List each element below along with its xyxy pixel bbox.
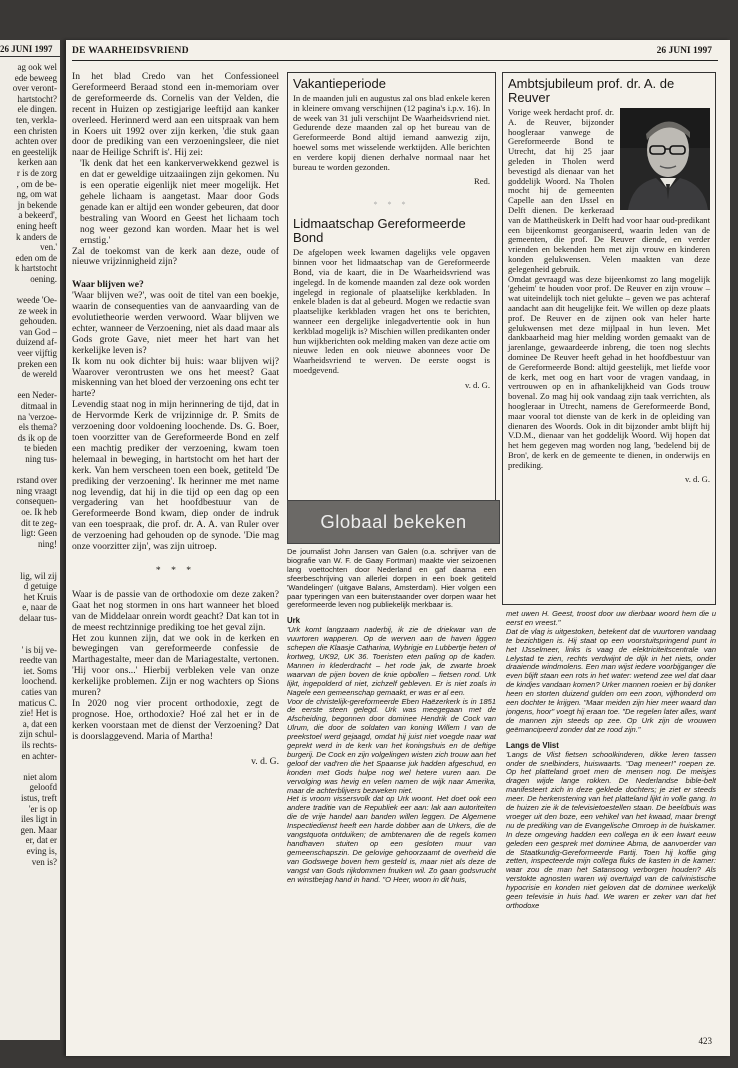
left-page-line: ligt: Geen	[21, 528, 57, 539]
left-page-line: maticus C.	[18, 697, 57, 708]
globaal-subheading: Langs de Vlist	[506, 740, 559, 750]
page-header	[66, 40, 730, 60]
jubileum-text-2: Omdat gevraagd was deze bijeenkomst zo lang mogelijk 'geheim' te houden voor prof. De Reuver en zijn vrouw – wat uiteindelijk toch niet gelukte – geven we pas achteraf aandacht aan dit heugelijke feit. We willen op deze plaats prof. De Reuver en de zijnen ook van heler harte gelukwensen met deze mijlpaal in hun leven. Met dankbaarheid mag hier melding worden gemaakt van de jarenlange, gewaardeerde inbreng, die toen nog slechts dominee De Reuver heeft gehad in het hoofdbestuur van de Gereformeerde Bond: altijd geestelijk, met liefde voor de kerk, met oog en hart voor de vragen vandaag, in vertrouwen op en in afhankelijkheid van Gods trouw bovenal. Zo mag hij ook vandaag zijn taak verrichten, als hoogleraar in Utrecht, namens de Gereformeerde Bond, maar vooral tot dienste van de kerk in de opleiding van dienaren des Woords. Ook in dit bijzonder ambt blijft hij V.D.M., dienaar van het goddelijk Woord. Wij hopen dat het hem gegeven mag worden nog lang, 'bedelend bij de Bron', de kerk en de gemeente te dienen, in onderwijs en prediking.	[508, 273, 710, 470]
globaal-paragraph: Dat de vlag is uitgestoken, betekent dat de vuurtoren vandaag te bezichtigen is. Hij staat op een voorstuitspringend punt in het IJsselmeer, links is vaag de elektriciteitscentrale van Lelystad te zien, rechts verdwijnt de dijk in het niets, onder draaiende windmolens. Een man wijst iedere voorbijganger die even blijft staan een rots in het water: wetend zee wel dat daar de kindjes vandaan komen? Urker mannen roeien er bij donker heen en storten duizend gulden om een zoon, vijfhonderd om een dochter te krijgen. "Maar meiden zijn hier meer waard dan jongens, hoor" voegt hij eraan toe. "De regelen later alles, want de mannen zijn steeds op zee. Op Urk zijn de vrouwen geëmancipeerd zonder dat ze rood zijn."	[506, 626, 716, 734]
left-page-line: rstand over	[16, 475, 57, 486]
left-page-line: zijn schul-	[19, 729, 57, 740]
left-page-line: oe. Ik heb	[21, 506, 57, 517]
header-date: 26 JUNI 1997	[656, 46, 712, 56]
left-page-line: eving is,	[26, 845, 57, 856]
left-page-line: achten over	[15, 136, 57, 147]
left-page-line: r is de zorg	[16, 167, 57, 178]
page-number: 423	[698, 1036, 712, 1046]
left-page-line: na 'verzoe-	[17, 411, 57, 422]
jubileum-signature: v. d. G.	[685, 474, 710, 485]
lidmaatschap-signature: v. d. G.	[465, 379, 490, 390]
vakantie-title: Vakantieperiode	[293, 76, 386, 91]
left-page-line: ds ik op de	[17, 432, 57, 443]
left-page-line: iles ligt in	[21, 814, 57, 825]
article-paragraph: Ik kom nu ook dichter bij huis: waar blijven wij? Waarover verontrusten we ons het meest? Gaat miskenning van het bloed der verzoening ons echt ter harte?	[72, 355, 279, 400]
left-page-line	[0, 465, 57, 476]
globaal-paragraph: 'Langs de Vlist fietsen schoolkinderen, dikke leren tassen onder de snelbinders, huiswaarts. "Dag meneer!" roepen ze. Op het platteland groet men de mensen nog. De meisjes dragen wijde lange rokken. De Nederlandse bible-belt manifesteert zich in deze geklede dochters; je ziet er steeds meer. De herkenstening van het platteland lijkt in volle gang. In de huizen zie ik de televisietoestellen staan. De beeldbuis was vroeger uit den boze, een vehikel van het kwaad, maar brengt nu de prediking van de Evangelische Omroep in de huiskamer. In deze omgeving hadden een collega en ik een kwart eeuw geleden een gesprek met dominee Abma, de aanvoerder van de Staatkundig-Gereformeerde Partij. Toen hij koffie ging zetten, inspecteerde mijn collega fluks de kasten in de kamer: waar zou de man het Satansoog verborgen houden? Als verstokte agnosten waren wij overtuigd van de calvinistische hypocrisie en konden niet geloven dat de dominee werkelijk geen televisie in huis had. We waren er zeker van dat het orthodoxe	[506, 749, 716, 910]
article-paragraph: Zal de toekomst van de kerk aan deze, oude of nieuwe vrijzinnigheid zijn?	[72, 245, 279, 268]
left-page-line: jn bekende	[17, 199, 57, 210]
article-paragraph: Waar is de passie van de orthodoxie om deze zaken? Gaat het nog stormen in ons hart wanneer het bloed van de Middelaar onrein wordt geacht? Dat kan tot in de meest rechtzinnige prediking toe het geval zijn.	[72, 588, 279, 633]
left-page-line: ng, om wat	[16, 189, 57, 200]
vakantie-text: In de maanden juli en augustus zal ons blad enkele keren in kleinere omvang verschijnen (12 pagina's i.p.v. 16). In de week van 31 juli verschijnt De Waarheidsvriend niet. Gedurende deze maanden zal op het bureau van de Gereformeerde Bond altijd iemand aanwezig zijn, hoewel soms met wisselende werktijden. Alle berichten en verdere kopij dienen derhalve normaal naar het bureau te worden gezonden.	[293, 93, 490, 172]
vakantie-signature: Red.	[474, 176, 490, 187]
newspaper-page	[66, 40, 730, 1056]
left-page-line: ' is bij ve-	[21, 644, 57, 655]
left-page-line	[0, 634, 57, 645]
left-page-date: 26 JUNI 1997	[0, 44, 53, 54]
left-page-line	[0, 380, 57, 391]
left-page-line: geloofd	[29, 782, 57, 793]
left-page-line: reedte van	[19, 655, 57, 666]
left-page-line: van God –	[19, 326, 57, 337]
lidmaatschap-text: De afgelopen week kwamen dagelijks vele opgaven binnen voor het lidmaatschap van de Gereformeerde Bond, via de kaart, die in De Waarheidsvriend was ingelegd. In de komende maanden zal deze ook worden ingelegd in regionale of plaatselijke kerkbladen. In enkele bladen is dat al gebeurd. Mogen we redactie svan plaatselijke kerkbladen vragen het ons te berichten, wanneer een dergelijke inlegadvertentie ook in hun kerkblad mogelijk is? Mischien willen predikanten onder hun wijkberichten ook melding maken van deze actie om nieuwe leden en ook nieuwe abonnees voor De Waarheidsvriend te werven. De eerste oogst is moedgevend.	[293, 247, 490, 375]
left-page-line: caties van	[21, 687, 57, 698]
left-page-column	[0, 62, 57, 867]
left-page-line: een Neder-	[17, 390, 57, 401]
jubileum-text: Vorige week herdacht prof. dr. A. de Reuver, bijzonder hoogleraar vanwege de Gereformeerde Bond te Utrecht, dat hij 25 jaar geleden in Tholen werd bevestigd als dienaar van het goddelijk Woord. Na Tholen mocht hij de gemeenten Capelle aan den IJssel en Delft dienen. De kerkeraad van de Mattheüskerk in Delft had voor haar oud-predikant een bijeenkomst georganiseerd, waarin leden van de gemeenten, die prof. De Reuver diende, en verder vrienden en bekenden hem met zijn vrouw en kinderen konden gelukwensen. Velen maakten van deze gelegenheid gebruik.	[508, 107, 710, 274]
box-separator: * * *	[373, 200, 410, 210]
left-page-line	[0, 549, 57, 560]
article-paragraph: Levendig staat nog in mijn herinnering de tijd, dat in de Hervormde Kerk de vrijzinnige dr. P. Smits de verzoening door voldoening loochende. Ds. G. Boer, toen voorzitter van de Gereformeerde Bond en zelf een machtig prediker der verzoening, kwam toen helemaal in beweging, in hartstocht om het hart der kerk. Van hem verscheen toen een boek, getiteld 'De prediking der verzoening'. Ik herinner me met name nog levendig, dat hij in die tijd op een dag op een vergadering van het hoofdbestuur van de Gereformeerde Bond kwam, diep onder de indruk van een toespraak, die prof. dr. A. A. van Ruler over de verzoening had gehouden op de synode. 'Die mag onze voorzitter zijn', was zijn uitroep.	[72, 399, 279, 553]
left-page-line: te bieden	[24, 443, 57, 454]
left-page-line: het Kruis	[23, 591, 57, 602]
left-page-line: e, naar de	[22, 602, 57, 613]
left-page-line: weede 'Oe-	[16, 295, 57, 306]
left-page-line: en geestelijk	[11, 146, 57, 157]
article-paragraph: Het zou kunnen zijn, dat we ook in de kerken en bewegingen van gereformeerde confessie de Marthagestalte, meer dan de Mariagestalte, vertonen. 'Hij voor ons...' Hierbij verbleken vele van onze kerkelijke problemen. Zijn er nog wachters op Sions muren?	[72, 632, 279, 699]
left-page-line: een christen	[13, 125, 57, 136]
globaal-column-right	[506, 610, 716, 1028]
portrait-photo	[620, 108, 710, 210]
left-page-line: ening heeft	[16, 220, 57, 231]
left-page-line: delaar tus-	[19, 612, 57, 623]
main-article	[72, 72, 279, 1032]
header-rule	[72, 60, 718, 61]
left-page-line: lig, wil zij	[20, 570, 57, 581]
left-page-line: , om de be-	[16, 178, 57, 189]
left-page-line: eden om de	[15, 252, 57, 263]
left-page-line: niet alom	[23, 771, 57, 782]
left-page-line: over veront-	[12, 83, 57, 94]
left-page-line: ils rechts-	[21, 740, 57, 750]
portrait-photo-drawing	[620, 108, 710, 210]
article-paragraph: In 2020 nog vier procent orthodoxie, zegt de prognose. Hoe, orthodoxie? Hoé zal het er in de kerken voorstaan met de dienst der Verzoening? Dat is doorslaggevend. Maria of Martha!	[72, 697, 279, 742]
left-page-line: gehouden.	[19, 316, 57, 327]
left-page-line	[0, 560, 57, 571]
left-page-line: dit te zeg-	[21, 517, 57, 528]
left-page-line: gen. Maar	[20, 824, 57, 835]
left-page-line: veer vijftig	[17, 348, 57, 359]
left-page-line: ten, verkla-	[16, 114, 57, 125]
left-page-line: ning tus-	[25, 453, 57, 464]
globaal-paragraph: met uwen H. Geest, troost door uw dierbaar woord hem die u eerst en vreest."	[506, 610, 716, 627]
left-page-line: ning vraagt	[16, 485, 57, 496]
globaal-banner: Globaal bekeken	[287, 500, 500, 544]
left-page-line: ven is?	[31, 856, 57, 867]
globaal-intro: De journalist John Jansen van Galen (o.a. schrijver van de biografie van W. F. de Gaay Fortman) maakte vier seizoenen lang voettochten door Nederland en gaf daarna een sfeerbeschrijving van allerlei dorpen in een boek getiteld 'Wandelingen' (uitgave Balans, Amsterdam). Hier volgen een paar typeringen van een buitenstaander over dorpen waar het gereformeerde leven nog publiekelijk merkbaar is.	[287, 548, 496, 610]
left-page-line: kerken aan	[17, 157, 57, 168]
publication-name: DE WAARHEIDSVRIEND	[72, 46, 189, 56]
article-signature: v. d. G.	[251, 755, 279, 767]
globaal-paragraph: 'Urk komt langzaam naderbij, ik zie de driekwar van de vuurtoren wapperen. Op de werven aan de haven liggen schepen die Klaasje Catharina, Wybrigje en Lubbertje heten of kortweg, UK92, UK 36. Toeristen eten paling op de kaden. Mannen in klederdracht – het rode jak, de zwarte broek waarvan de pijen boven de knie opbollen – fietsen rond. Urk lijkt, ingepolderd of niet, zichzelf gebleven. Er is niet zoals in Nagele een gemeenschap gemaakt, er was er al een.	[287, 625, 496, 697]
left-page-line: k hartstocht	[14, 263, 57, 274]
article-paragraph: In het blad Credo van het Confessioneel Gereformeerd Beraad stond een in-memoriam over de gereformeerde ds. Cornelis van der Velden, die recent in Huizen op zestigjarige leeftijd aan kanker overleed. Herinnerd werd aan een uitspraak van hem in Koers uit 1992 over zijn kerken, 'die stuk gaan door de prediking van een verzoeningsleer, die niet naar de Heilige Schrift is'. Hij zei:	[72, 72, 279, 159]
left-page-line: 'er is op	[28, 803, 57, 814]
article-paragraph: 'Waar blijven we?', was ooit de titel van een boekje, waarin de consequenties van de aanvaarding van de evolutietheorie werden verwoord. Waar blijven we echter, wanneer de Verzoening, niet als daad maar als Gods grote Gave, niet meer het hart van het kerkelijke leven is?	[72, 290, 279, 356]
article-quote: 'Ik denk dat het een kankerverwekkend gezwel is en dat er geweldige uitzaaiingen zijn gekomen. Nu is een operatie eigenlijk niet meer mogelijk. Het gehele lichaam is aangetast. Maar door Gods genade kan er altijd een wonder gebeuren, dat door bestraling van Woord en Geest het lichaam toch nog weer gezond kan worden. Maar het is wel ernstig.'	[80, 158, 279, 246]
article-subheading: Waar blijven we?	[72, 279, 144, 291]
left-page-line: hartstocht?	[17, 93, 57, 104]
left-page-line: els thema?	[18, 422, 57, 433]
left-page-line: a bekeerd',	[18, 210, 57, 221]
left-page-line: iet. Soms	[23, 665, 57, 676]
left-page-line: duizend af-	[16, 337, 57, 348]
left-page-line: ning!	[38, 538, 57, 549]
left-page-rule	[0, 56, 60, 57]
left-page-line: a, dat een	[22, 718, 57, 729]
vakantie-box	[287, 72, 496, 502]
left-page-line: ven.'	[40, 242, 57, 253]
left-page-line: loochend.	[21, 676, 57, 687]
left-page-line: er, dat er	[25, 835, 57, 846]
left-page-line: k anders de	[16, 231, 57, 242]
globaal-paragraph: Het is vroom vissersvolk dat op Urk woont. Het doet ook een andere traditie van de Republiek eer aan: lak aan autoriteiten die de vrije handel aan banden willen leggen. De Algemene Inspectiedienst heeft een harde dobber aan de Urkers, die de vangstquota ontduiken; de ambtenaren die de regels komen handhaven stuiten op een gesloten muur van gemeenschapszin. De gelovige gehoorzaamt de overheid die van Godswege boven hem gesteld is, maar niet als deze de vangst van Gods rijkdommen fnuiken wil. Zo gaan godsvrucht en winstbejag hand in hand. "O Heer, woon in dit huis,	[287, 794, 496, 884]
jubileum-box	[502, 72, 716, 605]
jubileum-title: Ambtsjubileum prof. dr. A. de Reuver	[508, 76, 675, 105]
globaal-column-left	[287, 548, 496, 1028]
left-page-line: ede beweeg	[14, 72, 57, 83]
left-page-line: ag ook wel	[17, 62, 57, 72]
left-page-line: de wereld	[21, 369, 57, 380]
left-page-line: preken een	[17, 358, 57, 369]
left-page-line: oening.	[30, 273, 57, 284]
left-page-line: en achter-	[21, 750, 57, 761]
left-page-fragment	[0, 40, 60, 1040]
lidmaatschap-title: Lidmaatschap Gereformeerde Bond	[293, 216, 466, 246]
left-page-line: ditmaal in	[20, 401, 57, 411]
left-page-line	[0, 761, 57, 772]
left-page-line	[0, 623, 57, 634]
globaal-paragraph: Voor de christelijk-gereformeerde Eben Haëzerkerk is in 1851 de eerste steen gelegd. Urk was meegegaan met de Afscheiding, begonnen door dominee Hendrik de Cock van Ulrum, die door de soldaten van koning Willem I van de preekstoel werd gejaagd, omdat hij juist niet voegde naar wat geprekt werd in de kerk van het koningshuis en de deftige burgerij. De Cock en zijn volgelingen wisten zich trouw aan het geloof der vad'ren die het Spaanse juk hadden afgeschud, en konden met Gods hulpe nog wel hetere vuren aan. De vervolging was hevig en velen namen de wijk naar Amerika, maar de achterblijvers bezweken niet.	[287, 696, 496, 795]
left-page-line: ele dingen.	[17, 104, 57, 115]
left-page-line: d getuige	[23, 581, 57, 592]
globaal-subheading: Urk	[287, 616, 301, 626]
left-page-line: zie! Het is	[20, 708, 57, 719]
left-page-line: istus, treft	[21, 792, 57, 803]
left-page-line: ze week in	[18, 305, 57, 316]
left-page-line	[0, 284, 57, 295]
section-separator: * * *	[155, 564, 196, 576]
left-page-line: consequen-	[16, 496, 57, 507]
